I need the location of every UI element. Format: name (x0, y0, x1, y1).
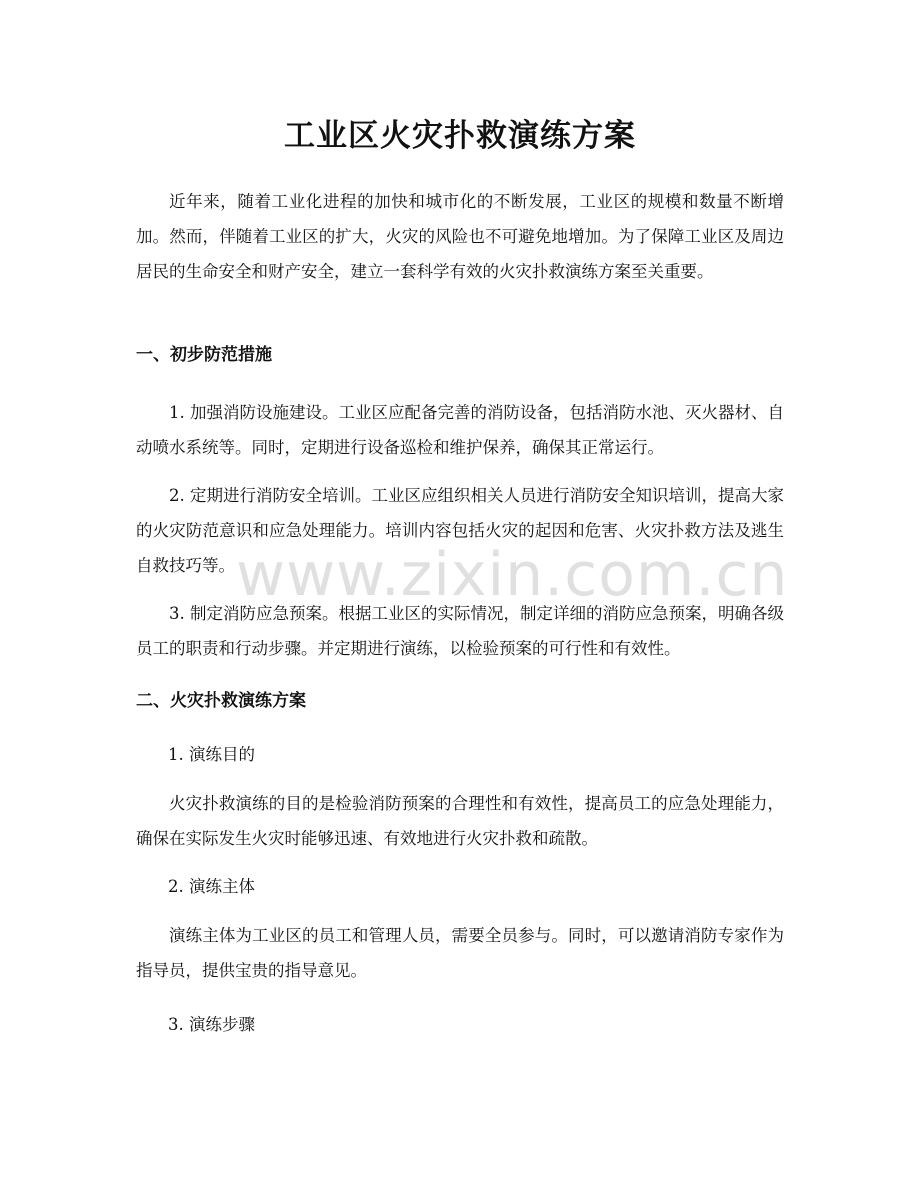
section2-sub2-text: 演练主体为工业区的员工和管理人员，需要全员参与。同时，可以邀请消防专家作为指导员，提供宝贵的指导意见。 (136, 926, 784, 980)
section1-item-2: 2. 定期进行消防安全培训。工业区应组织相关人员进行消防安全知识培训，提高大家的火灾防范意识和应急处理能力。培训内容包括火灾的起因和危害、火灾扑救方法及逃生自救技巧等。 (136, 486, 784, 575)
section2-heading: 二、火灾扑救演练方案 (136, 691, 306, 711)
section1-heading: 一、初步防范措施 (136, 345, 272, 365)
section2-sub1-text: 火灾扑救演练的目的是检验消防预案的合理性和有效性，提高员工的应急处理能力，确保在实际发生火灾时能够迅速、有效地进行火灾扑救和疏散。 (136, 794, 784, 848)
document-title: 工业区火灾扑救演练方案 (284, 118, 636, 154)
watermark: www.zixin.com.cn (236, 540, 789, 610)
section2-sub1-title: 1. 演练目的 (168, 745, 255, 764)
intro-paragraph: 近年来，随着工业化进程的加快和城市化的不断发展，工业区的规模和数量不断增加。然而，伴随着工业区的扩大，火灾的风险也不可避免地增加。为了保障工业区及周边居民的生命安全和财产安全，建立一套科学有效的火灾扑救演练方案至关重要。 (136, 192, 784, 281)
section2-sub3-title: 3. 演练步骤 (168, 1015, 255, 1034)
section2-sub2-title: 2. 演练主体 (168, 877, 255, 896)
section1-item-3: 3. 制定消防应急预案。根据工业区的实际情况，制定详细的消防应急预案，明确各级员工的职责和行动步骤。并定期进行演练，以检验预案的可行性和有效性。 (136, 604, 784, 658)
section1-item-1: 1. 加强消防设施建设。工业区应配备完善的消防设备，包括消防水池、灭火器材、自动喷水系统等。同时，定期进行设备巡检和维护保养，确保其正常运行。 (136, 403, 784, 457)
